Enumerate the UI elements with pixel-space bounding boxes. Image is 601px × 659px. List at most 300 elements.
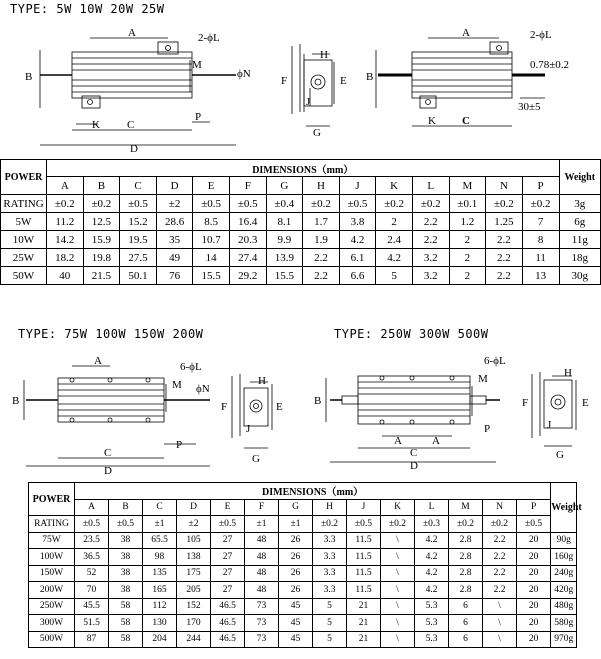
- value-cell: 3.2: [412, 249, 449, 267]
- power-cell: 500W: [29, 631, 75, 648]
- value-cell: 5.3: [415, 615, 449, 632]
- value-cell: 11.5: [347, 532, 381, 549]
- letter-cell: P: [517, 499, 551, 516]
- value-cell: 21: [347, 631, 381, 648]
- label-b-4: B: [12, 395, 20, 407]
- weight-header: Weight: [559, 160, 601, 195]
- value-cell: 27: [211, 532, 245, 549]
- weight-cell: 18g: [559, 249, 601, 267]
- value-cell: 135: [143, 565, 177, 582]
- value-cell: 21: [347, 615, 381, 632]
- table-row: [29, 598, 577, 615]
- value-cell: 2.8: [449, 532, 483, 549]
- value-cell: 15.9: [83, 231, 120, 249]
- weight-header: Weight: [551, 483, 577, 533]
- value-cell: 1.25: [486, 213, 523, 231]
- tolerance-cell: ±0.2: [381, 516, 415, 533]
- value-cell: 40: [47, 267, 84, 285]
- value-cell: 18.2: [47, 249, 84, 267]
- value-cell: 27: [211, 565, 245, 582]
- tolerance-cell: ±0.2: [412, 195, 449, 213]
- weight-cell: 30g: [559, 267, 601, 285]
- value-cell: 3.2: [412, 267, 449, 285]
- label-wire-dia: 0.78±0.2: [530, 59, 570, 71]
- tolerance-cell: ±0.2: [522, 195, 559, 213]
- value-cell: 2.2: [486, 249, 523, 267]
- dimensions-header: DIMENSIONS（mm）: [47, 160, 560, 177]
- value-cell: 3.8: [339, 213, 376, 231]
- value-cell: 6.6: [339, 267, 376, 285]
- label-hole-3: 2-ϕL: [530, 29, 552, 41]
- tolerance-cell: ±0.5: [517, 516, 551, 533]
- tolerance-cell: ±1: [279, 516, 313, 533]
- power-cell: 50W: [1, 267, 47, 285]
- label-c-6: C: [410, 447, 418, 459]
- label-p-4: P: [176, 439, 183, 451]
- letter-cell: J: [339, 177, 376, 195]
- label-d-4: D: [104, 465, 112, 477]
- value-cell: 8: [522, 231, 559, 249]
- label-a-6b: A: [432, 435, 440, 447]
- value-cell: 38: [109, 565, 143, 582]
- label-e-2: E: [340, 75, 347, 87]
- value-cell: 73: [245, 598, 279, 615]
- value-cell: 5: [313, 598, 347, 615]
- value-cell: 46.5: [211, 598, 245, 615]
- value-cell: 5: [376, 267, 413, 285]
- value-cell: 46.5: [211, 631, 245, 648]
- label-h-7: H: [564, 367, 572, 379]
- value-cell: 48: [245, 532, 279, 549]
- power-cell: 100W: [29, 549, 75, 566]
- label-a-4: A: [94, 355, 102, 367]
- label-a-1: A: [128, 27, 136, 39]
- value-cell: 19.8: [83, 249, 120, 267]
- value-cell: 6: [449, 615, 483, 632]
- value-cell: 5.3: [415, 631, 449, 648]
- table-row: [1, 213, 601, 231]
- weight-cell: 240g: [551, 565, 577, 582]
- power-cell: 75W: [29, 532, 75, 549]
- letter-cell: K: [381, 499, 415, 516]
- value-cell: 36.5: [75, 549, 109, 566]
- value-cell: 138: [177, 549, 211, 566]
- weight-cell: 11g: [559, 231, 601, 249]
- value-cell: 20: [517, 532, 551, 549]
- value-cell: 4.2: [415, 565, 449, 582]
- letter-cell: G: [279, 499, 313, 516]
- type-label-group2: TYPE: 75W 100W 150W 200W: [18, 327, 204, 341]
- rating-row: [29, 516, 577, 533]
- label-c-1: C: [127, 119, 135, 131]
- value-cell: 5.3: [415, 598, 449, 615]
- drawing-side-medium-view: [232, 374, 272, 448]
- value-cell: 130: [143, 615, 177, 632]
- value-cell: 3.3: [313, 582, 347, 599]
- label-g-7: G: [556, 449, 564, 461]
- label-f-7: F: [522, 397, 529, 409]
- value-cell: 2.8: [449, 582, 483, 599]
- value-cell: \: [381, 549, 415, 566]
- power-cell: 150W: [29, 565, 75, 582]
- weight-cell: 480g: [551, 598, 577, 615]
- tolerance-cell: ±0.5: [211, 516, 245, 533]
- table-row: [29, 582, 577, 599]
- power-cell: 300W: [29, 615, 75, 632]
- letter-cell: N: [483, 499, 517, 516]
- letter-cell: J: [347, 499, 381, 516]
- letter-cell: B: [109, 499, 143, 516]
- letter-cell: C: [120, 177, 157, 195]
- dimensions-header: DIMENSIONS（mm）: [75, 483, 551, 500]
- value-cell: 70: [75, 582, 109, 599]
- letter-cell: H: [313, 499, 347, 516]
- value-cell: 2.2: [486, 231, 523, 249]
- weight-cell: 580g: [551, 615, 577, 632]
- value-cell: 5: [313, 631, 347, 648]
- rating-label: RATING: [29, 516, 75, 533]
- value-cell: 26: [279, 582, 313, 599]
- tolerance-cell: ±0.5: [229, 195, 266, 213]
- value-cell: 5: [313, 615, 347, 632]
- letter-cell: L: [412, 177, 449, 195]
- value-cell: 16.4: [229, 213, 266, 231]
- label-p-6: P: [484, 423, 491, 435]
- value-cell: 3.3: [313, 532, 347, 549]
- value-cell: 1.7: [303, 213, 340, 231]
- value-cell: 12.5: [83, 213, 120, 231]
- value-cell: 13.9: [266, 249, 303, 267]
- value-cell: 52: [75, 565, 109, 582]
- tolerance-cell: ±0.2: [483, 516, 517, 533]
- weight-cell: 6g: [559, 213, 601, 231]
- value-cell: 21.5: [83, 267, 120, 285]
- value-cell: 4.2: [339, 231, 376, 249]
- value-cell: 48: [245, 582, 279, 599]
- weight-cell: 160g: [551, 549, 577, 566]
- label-hole-6: 6-ϕL: [484, 355, 506, 367]
- value-cell: 11.5: [347, 565, 381, 582]
- value-cell: 2.2: [483, 532, 517, 549]
- power-header: POWER: [1, 160, 47, 195]
- table-row: [29, 532, 577, 549]
- letter-cell: E: [193, 177, 230, 195]
- drawing-side-large-view: [532, 372, 576, 446]
- tolerance-cell: ±0.2: [303, 195, 340, 213]
- letter-cell: K: [376, 177, 413, 195]
- value-cell: 20: [517, 598, 551, 615]
- value-cell: 45: [279, 631, 313, 648]
- tolerance-cell: ±0.4: [266, 195, 303, 213]
- label-f-5: F: [221, 401, 228, 413]
- letter-cell: F: [229, 177, 266, 195]
- value-cell: 45: [279, 615, 313, 632]
- drawing-top-small-view: [40, 38, 236, 145]
- value-cell: 1.9: [303, 231, 340, 249]
- value-cell: \: [483, 631, 517, 648]
- weight-cell: 420g: [551, 582, 577, 599]
- value-cell: 45: [279, 598, 313, 615]
- value-cell: 2: [449, 267, 486, 285]
- label-c-4: C: [104, 447, 112, 459]
- value-cell: 170: [177, 615, 211, 632]
- value-cell: 2.2: [303, 267, 340, 285]
- label-hole-4: 6-ϕL: [180, 361, 202, 373]
- tolerance-cell: ±0.2: [47, 195, 84, 213]
- value-cell: \: [381, 598, 415, 615]
- drawing-top-medium-view: [24, 366, 210, 466]
- value-cell: 49: [156, 249, 193, 267]
- value-cell: 3.3: [313, 565, 347, 582]
- power-cell: 250W: [29, 598, 75, 615]
- value-cell: 2: [449, 231, 486, 249]
- tolerance-cell: ±0.2: [313, 516, 347, 533]
- value-cell: 21: [347, 598, 381, 615]
- value-cell: 112: [143, 598, 177, 615]
- label-d-1: D: [130, 143, 138, 155]
- type-label-group3: TYPE: 250W 300W 500W: [334, 327, 489, 341]
- value-cell: 20: [517, 631, 551, 648]
- label-c-3: C: [462, 115, 470, 127]
- label-hole-1: 2-ϕL: [198, 32, 220, 44]
- table-row: [1, 249, 601, 267]
- label-h-5: H: [258, 375, 266, 387]
- weight-cell: 90g: [551, 532, 577, 549]
- value-cell: 26: [279, 532, 313, 549]
- letter-cell: E: [211, 499, 245, 516]
- value-cell: 11: [522, 249, 559, 267]
- label-b-6: B: [314, 395, 322, 407]
- value-cell: \: [381, 532, 415, 549]
- value-cell: 27.5: [120, 249, 157, 267]
- letter-cell: P: [522, 177, 559, 195]
- table-row: [29, 565, 577, 582]
- type-label-group1: TYPE: 5W 10W 20W 25W: [10, 2, 165, 16]
- label-g-2: G: [313, 127, 321, 139]
- value-cell: 2: [449, 249, 486, 267]
- value-cell: 204: [143, 631, 177, 648]
- value-cell: 65.5: [143, 532, 177, 549]
- tolerance-cell: ±2: [156, 195, 193, 213]
- label-m-4: M: [172, 379, 182, 391]
- label-wire-len: 30±5: [518, 101, 541, 113]
- value-cell: 2.2: [483, 549, 517, 566]
- value-cell: 8.1: [266, 213, 303, 231]
- value-cell: 9.9: [266, 231, 303, 249]
- value-cell: 20: [517, 582, 551, 599]
- tolerance-cell: ±1: [245, 516, 279, 533]
- label-f-2: F: [281, 75, 288, 87]
- value-cell: 46.5: [211, 615, 245, 632]
- value-cell: 6: [449, 631, 483, 648]
- value-cell: 51.5: [75, 615, 109, 632]
- value-cell: 58: [109, 598, 143, 615]
- value-cell: 38: [109, 582, 143, 599]
- table-row: [1, 267, 601, 285]
- value-cell: 20.3: [229, 231, 266, 249]
- label-e-7: E: [582, 397, 589, 409]
- label-g-5: G: [252, 453, 260, 465]
- value-cell: \: [381, 565, 415, 582]
- label-h-2: H: [320, 49, 328, 61]
- table-row: [29, 615, 577, 632]
- value-cell: 45.5: [75, 598, 109, 615]
- rating-row: [1, 195, 601, 213]
- letter-cell: D: [156, 177, 193, 195]
- tolerance-cell: ±0.3: [415, 516, 449, 533]
- value-cell: 73: [245, 631, 279, 648]
- power-header: POWER: [29, 483, 75, 516]
- value-cell: 58: [109, 615, 143, 632]
- label-m-1: M: [192, 59, 202, 71]
- table-row: [1, 231, 601, 249]
- value-cell: 27: [211, 582, 245, 599]
- letter-cell: M: [449, 499, 483, 516]
- value-cell: 11.5: [347, 549, 381, 566]
- value-cell: 105: [177, 532, 211, 549]
- value-cell: \: [381, 582, 415, 599]
- value-cell: 2.8: [449, 549, 483, 566]
- power-cell: 25W: [1, 249, 47, 267]
- value-cell: 20: [517, 565, 551, 582]
- label-j-7: J: [547, 419, 552, 431]
- table-row: [29, 631, 577, 648]
- value-cell: \: [483, 615, 517, 632]
- letter-cell: F: [245, 499, 279, 516]
- tolerance-cell: ±0.2: [486, 195, 523, 213]
- label-p-1: P: [195, 111, 202, 123]
- label-b-1: B: [25, 71, 33, 83]
- value-cell: 76: [156, 267, 193, 285]
- value-cell: 6.1: [339, 249, 376, 267]
- weight-cell: 970g: [551, 631, 577, 648]
- value-cell: 15.5: [193, 267, 230, 285]
- label-k-3: K: [428, 115, 436, 127]
- label-b-3: B: [366, 71, 374, 83]
- value-cell: 14.2: [47, 231, 84, 249]
- tolerance-cell: ±0.2: [449, 516, 483, 533]
- value-cell: 6: [449, 598, 483, 615]
- value-cell: 50.1: [120, 267, 157, 285]
- tolerance-cell: ±0.5: [75, 516, 109, 533]
- value-cell: 244: [177, 631, 211, 648]
- value-cell: 15.2: [120, 213, 157, 231]
- tolerance-cell: ±0.2: [376, 195, 413, 213]
- value-cell: 152: [177, 598, 211, 615]
- label-e-5: E: [276, 401, 283, 413]
- value-cell: 28.6: [156, 213, 193, 231]
- value-cell: 29.2: [229, 267, 266, 285]
- value-cell: 26: [279, 549, 313, 566]
- value-cell: 27.4: [229, 249, 266, 267]
- label-j-2: J: [306, 96, 311, 108]
- value-cell: 2.8: [449, 565, 483, 582]
- value-cell: 87: [75, 631, 109, 648]
- value-cell: 3.3: [313, 549, 347, 566]
- value-cell: 2.2: [483, 582, 517, 599]
- spec-table-large: [28, 482, 582, 648]
- tolerance-cell: ±0.5: [120, 195, 157, 213]
- tolerance-cell: ±0.1: [449, 195, 486, 213]
- tolerance-cell: ±2: [177, 516, 211, 533]
- value-cell: 175: [177, 565, 211, 582]
- value-cell: 2.2: [412, 231, 449, 249]
- tolerance-cell: ±0.5: [339, 195, 376, 213]
- value-cell: 23.5: [75, 532, 109, 549]
- value-cell: 38: [109, 532, 143, 549]
- label-j-5: J: [246, 423, 251, 435]
- value-cell: 4.2: [415, 582, 449, 599]
- value-cell: 13: [522, 267, 559, 285]
- value-cell: 19.5: [120, 231, 157, 249]
- value-cell: 98: [143, 549, 177, 566]
- value-cell: 26: [279, 565, 313, 582]
- value-cell: 48: [245, 565, 279, 582]
- tolerance-cell: ±0.5: [109, 516, 143, 533]
- value-cell: 11.5: [347, 582, 381, 599]
- value-cell: 4.2: [415, 532, 449, 549]
- letter-cell: N: [486, 177, 523, 195]
- value-cell: 2.2: [412, 213, 449, 231]
- tolerance-cell: ±0.5: [193, 195, 230, 213]
- label-d-6: D: [410, 460, 418, 472]
- value-cell: 2.2: [483, 565, 517, 582]
- value-cell: 2.2: [486, 267, 523, 285]
- value-cell: 35: [156, 231, 193, 249]
- value-cell: 4.2: [376, 249, 413, 267]
- letter-cell: C: [143, 499, 177, 516]
- label-a-6: A: [394, 435, 402, 447]
- value-cell: 7: [522, 213, 559, 231]
- label-phin-1: ϕN: [237, 68, 251, 80]
- letters-row: [29, 499, 577, 516]
- value-cell: 10.7: [193, 231, 230, 249]
- value-cell: 38: [109, 549, 143, 566]
- value-cell: \: [483, 598, 517, 615]
- value-cell: 2.4: [376, 231, 413, 249]
- letter-cell: L: [415, 499, 449, 516]
- spec-table-small: [0, 159, 601, 285]
- label-k-1: K: [92, 119, 100, 131]
- letter-cell: D: [177, 499, 211, 516]
- letter-cell: B: [83, 177, 120, 195]
- letter-cell: G: [266, 177, 303, 195]
- value-cell: 165: [143, 582, 177, 599]
- value-cell: 20: [517, 615, 551, 632]
- weight-cell: 3g: [559, 195, 601, 213]
- rating-label: RATING: [1, 195, 47, 213]
- value-cell: 2: [376, 213, 413, 231]
- tolerance-cell: ±1: [143, 516, 177, 533]
- value-cell: 58: [109, 631, 143, 648]
- value-cell: 2.2: [303, 249, 340, 267]
- tolerance-cell: ±0.2: [83, 195, 120, 213]
- power-cell: 10W: [1, 231, 47, 249]
- letter-cell: M: [449, 177, 486, 195]
- letter-cell: A: [75, 499, 109, 516]
- label-m-6: M: [478, 373, 488, 385]
- letters-row: [1, 177, 601, 195]
- value-cell: 4.2: [415, 549, 449, 566]
- value-cell: \: [381, 631, 415, 648]
- value-cell: 27: [211, 549, 245, 566]
- tolerance-cell: ±0.5: [347, 516, 381, 533]
- power-cell: 200W: [29, 582, 75, 599]
- value-cell: 15.5: [266, 267, 303, 285]
- value-cell: 14: [193, 249, 230, 267]
- label-a-3: A: [462, 27, 470, 39]
- value-cell: 205: [177, 582, 211, 599]
